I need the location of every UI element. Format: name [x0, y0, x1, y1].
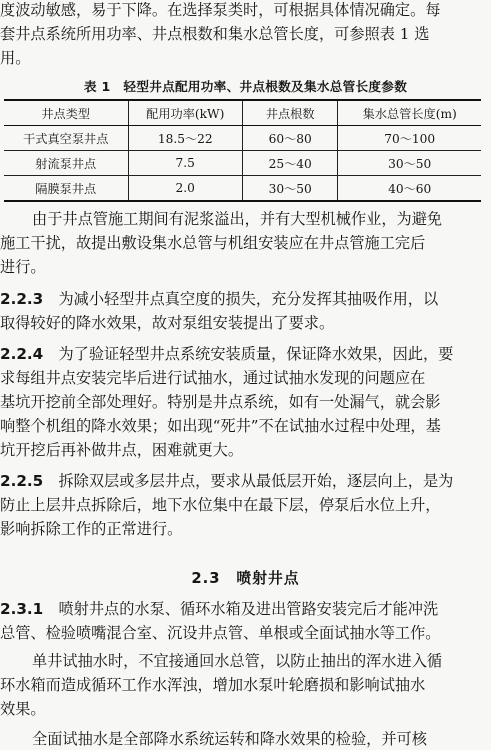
intro-line-2: 套井点系统所用功率、井点根数和集水总管长度，可参照表 1 选 [0, 25, 430, 43]
section-2-2-3-line-1 [0, 289, 491, 309]
section-heading: 2.3 喷射井点 [191, 570, 300, 587]
table-cell: 40～60 [338, 176, 481, 202]
section-2-2-5-line-3: 影响拆除工作的正常进行。 [0, 520, 183, 538]
section-2-2-4-line-1 [0, 344, 491, 364]
para-single-line-3: 效果。 [0, 700, 46, 718]
table-cell: 2.0 [128, 176, 242, 202]
section-2-2-3-line-2: 取得较好的降水效果，故对泵组安装提出了要求。 [0, 314, 335, 332]
table-cell: 60～80 [242, 126, 337, 151]
section-2-2-4-line-5: 坑开挖后再补做井点，困难就更大。 [0, 441, 243, 459]
table-cell: 70～100 [338, 126, 481, 151]
para-after-table-line-3: 进行。 [0, 258, 46, 276]
section-text: 拆除双层或多层井点，要求从最低层开始，逐层向上，是为 [58, 472, 454, 490]
section-text: 喷射井点的水泵、循环水箱及进出管路安装完后才能冲洗 [58, 600, 439, 618]
table-cell: 30～50 [242, 176, 337, 202]
table-cell: 18.5～22 [128, 126, 242, 151]
table-row [4, 126, 481, 151]
table-header-row [4, 100, 481, 126]
table-cell: 干式真空泵井点 [4, 126, 128, 151]
table-header-cell: 集水总管长度(m) [338, 100, 481, 126]
table-cell: 30～50 [338, 151, 481, 176]
para-single-line-1: 单井试抽水时，不宜接通回水总管，以防止抽出的浑水进入循 [32, 652, 443, 670]
section-2-2-4-line-3: 基坑开挖前全部处理好。特别是井点系统，如有一处漏气，就会影 [0, 393, 441, 411]
para-after-table-line-2: 施工干扰，故提出敷设集水总管与机组安装应在井点管施工完后 [0, 234, 426, 252]
section-2-3-1-line-2: 总管、检验喷嘴混合室、沉设井点管、单根或全面试抽水等工作。 [0, 624, 441, 642]
section-number: 2.2.4 [0, 345, 44, 363]
para-single-line-2: 环水箱而造成循环工作水浑浊，增加水泵叶轮磨损和影响试抽水 [0, 676, 426, 694]
section-2-2-5-line-2: 防止上层井点拆除后，地下水位集中在最下层，停泵后水位上升， [0, 496, 441, 514]
parameter-table [4, 99, 481, 202]
section-number: 2.3.1 [0, 600, 44, 618]
table-header-cell: 井点类型 [4, 100, 128, 126]
section-2-2-5-line-1 [0, 471, 491, 491]
table-row [4, 151, 481, 176]
table-cell: 25～40 [242, 151, 337, 176]
table-header-cell: 井点根数 [242, 100, 337, 126]
table-cell: 7.5 [128, 151, 242, 176]
section-text: 为减小轻型井点真空度的损失，充分发挥其抽吸作用，以 [58, 290, 439, 308]
intro-line-3: 用。 [0, 49, 31, 67]
section-2-2-4-line-4: 响整个机组的降水效果；如出现“死井”不在试抽水过程中处理，基 [0, 417, 441, 435]
table-row [4, 176, 481, 202]
para-after-table-line-1: 由于井点管施工期间有泥浆溢出，并有大型机械作业，为避免 [32, 210, 443, 228]
table-cell: 射流泵井点 [4, 151, 128, 176]
section-text: 为了验证轻型井点系统安装质量，保证降水效果，因此，要 [58, 345, 454, 363]
section-number: 2.2.5 [0, 472, 44, 490]
para-full-line-1: 全面试抽水是全部降水系统运转和降水效果的检验，并可核 [32, 730, 427, 748]
section-2-3-1-line-1 [0, 599, 491, 619]
table-header-cell: 配用功率(kW) [128, 100, 242, 126]
intro-line-1: 度波动敏感，易于下降。在选择泵类时，可根据具体情况确定。每 [0, 1, 441, 19]
table-cell: 隔膜泵井点 [4, 176, 128, 202]
section-number: 2.2.3 [0, 290, 44, 308]
table-caption: 表 1 轻型井点配用功率、井点根数及集水总管长度参数 [83, 79, 408, 94]
section-2-2-4-line-2: 求每组井点安装完毕后进行试抽水，通过试抽水发现的问题应在 [0, 369, 426, 387]
